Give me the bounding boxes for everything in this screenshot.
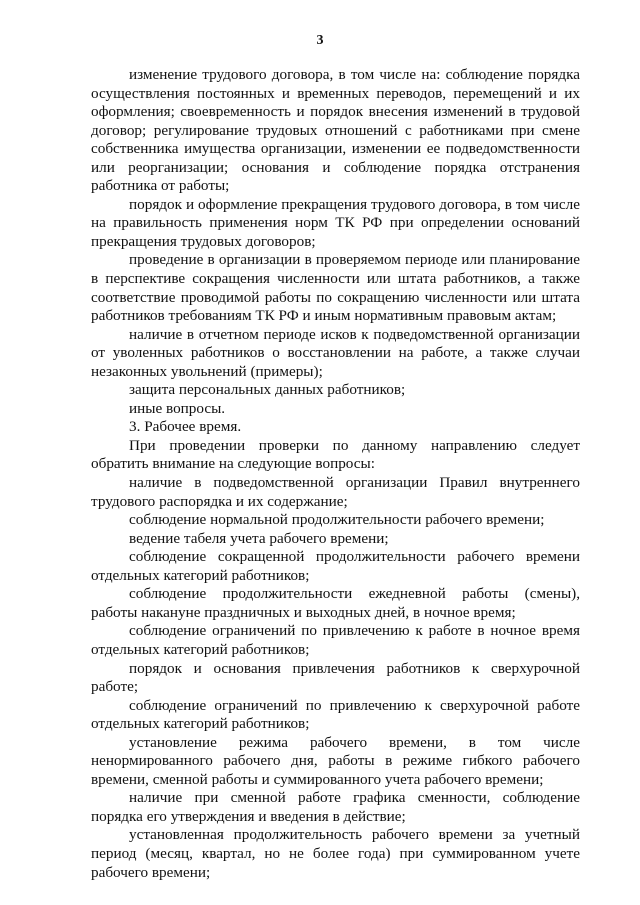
paragraph-overtime-limits: соблюдение ограничений по привлечению к сверхурочной работе отдельных категорий работников; bbox=[91, 696, 580, 733]
paragraph-inspection-intro: При проведении проверки по данному направлению следует обратить внимание на следующие вопросы: bbox=[91, 436, 580, 473]
paragraph-employment-contract-change: изменение трудового договора, в том числе на: соблюдение порядка осуществления постоянных и временных переводов, перемещений и их оформления; своевременность и порядок внесения изменений в трудовой договор; регулирование трудовых отношений с работниками при смене собственника имущества организации, изменении ее подведомственности или реорганизации; основания и соблюдение порядка отстранения работника от работы; bbox=[91, 66, 580, 195]
paragraph-timesheet: ведение табеля учета рабочего времени; bbox=[129, 529, 389, 547]
document-body bbox=[91, 66, 580, 882]
paragraph-shift-schedule: наличие при сменной работе графика сменности, соблюдение порядка его утверждения и введения в действие; bbox=[91, 789, 580, 825]
paragraph-normal-hours: соблюдение нормальной продолжительности рабочего времени; bbox=[129, 511, 545, 529]
paragraph-lawsuits: наличие в отчетном периоде исков к подведомственной организации от уволенных работников о восстановлении на работе, а также случаи незаконных увольнений (примеры); bbox=[91, 325, 580, 380]
paragraph-daily-work-duration: соблюдение продолжительности ежедневной работы (смены), работы накануне праздничных и выходных дней, в ночное время; bbox=[91, 585, 580, 621]
paragraph-staff-reduction: проведение в организации в проверяемом периоде или планирование в перспективе сокращения численности или штата работников, а также соответствие проводимой работы по сокращению численности или штата работников требованиям ТК РФ и иным нормативным правовым актам; bbox=[91, 251, 580, 325]
paragraph-working-regime: установление режима рабочего времени, в том числе ненормированного рабочего дня, работы в режиме гибкого рабочего времени, сменной работы и суммированного учета рабочего времени; bbox=[91, 733, 580, 788]
paragraph-reduced-hours: соблюдение сокращенной продолжительности рабочего времени отдельных категорий работников; bbox=[91, 548, 580, 584]
paragraph-night-work-limits: соблюдение ограничений по привлечению к работе в ночное время отдельных категорий работников; bbox=[91, 622, 580, 658]
page-number: 3 bbox=[316, 33, 324, 48]
paragraph-other-questions: иные вопросы. bbox=[129, 399, 226, 417]
paragraph-personal-data: защита персональных данных работников; bbox=[129, 381, 406, 399]
paragraph-internal-rules: наличие в подведомственной организации Правил внутреннего трудового распорядка и их содержание; bbox=[91, 474, 580, 510]
section-heading-working-time: 3. Рабочее время. bbox=[129, 418, 242, 436]
paragraph-contract-termination: порядок и оформление прекращения трудового договора, в том числе на правильность применения норм ТК РФ при определении оснований прекращения трудовых договоров; bbox=[91, 195, 580, 250]
paragraph-accounting-period: установленная продолжительность рабочего времени за учетный период (месяц, квартал, но не более года) при суммированном учете рабочего времени; bbox=[91, 826, 580, 881]
paragraph-overtime-procedure: порядок и основания привлечения работников к сверхурочной работе; bbox=[91, 659, 580, 696]
